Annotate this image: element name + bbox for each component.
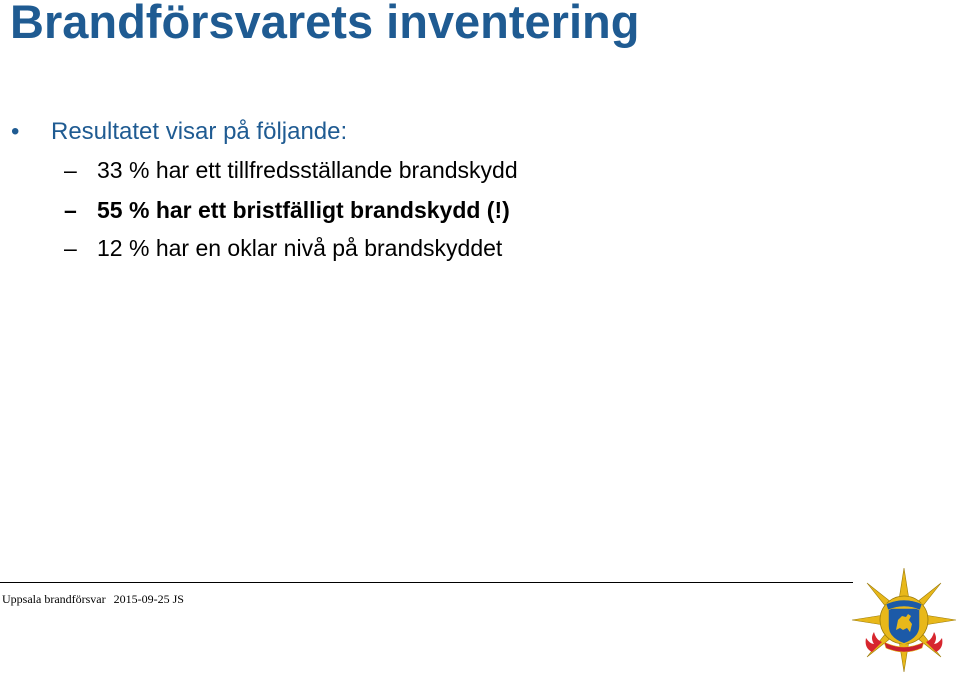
sub-item-text: 33 % har ett tillfredsställande brandskydd (97, 157, 518, 183)
bullet-item (11, 117, 347, 147)
dash-icon: – (64, 235, 77, 261)
bullet-text: Resultatet visar på följande: (51, 118, 348, 145)
sub-item-unclear (64, 233, 502, 263)
footer (2, 592, 184, 607)
sub-item-text: 55 % har ett bristfälligt brandskydd (!) (97, 197, 510, 223)
dash-icon: – (64, 197, 77, 223)
sub-item-satisfactory (64, 155, 518, 185)
slide-title: Brandförsvarets inventering (10, 0, 640, 48)
sub-item-text: 12 % har en oklar nivå på brandskyddet (97, 235, 503, 261)
sub-item-deficient (64, 195, 510, 225)
footer-organization: Uppsala brandförsvar (2, 592, 106, 606)
uppsala-brandforsvar-emblem-icon (850, 566, 958, 674)
footer-divider (0, 582, 853, 583)
dash-icon: – (64, 157, 77, 183)
footer-date-author: 2015-09-25 JS (113, 592, 184, 606)
bullet-icon: • (11, 118, 20, 145)
